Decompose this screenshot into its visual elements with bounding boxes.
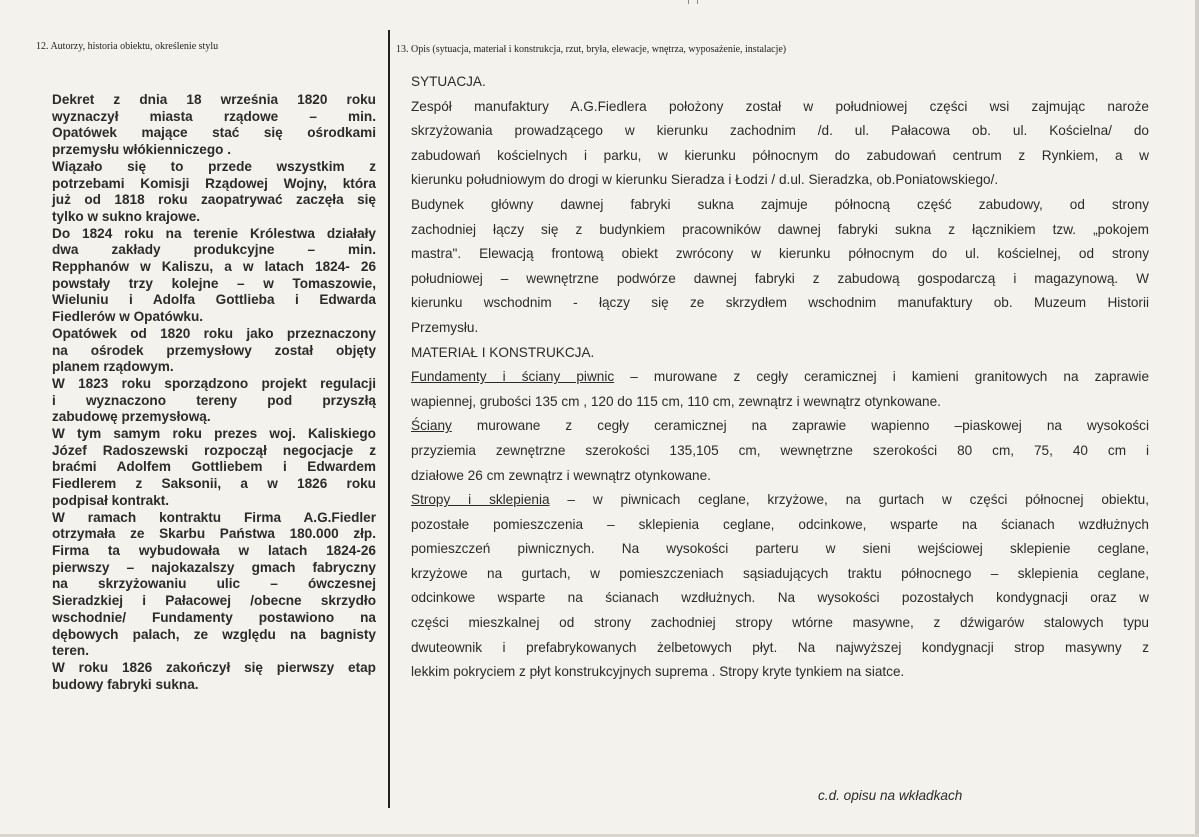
- history-line: pierwszy – najokazalszy gmach fabryczny: [52, 559, 376, 575]
- history-line: i wyznaczono tereny pod przyszłą: [52, 392, 376, 408]
- stropy-line: odcinkowe wsparte na ścianach wzdłużnych. Na wysokości pozostałych kondygnacji oraz w: [411, 590, 1149, 606]
- stropy-paragraph: [411, 488, 1149, 685]
- sciany-line: [411, 414, 1149, 439]
- history-line: wyznaczył miasta rządowe – min.: [52, 108, 376, 124]
- section-title-material: MATERIAŁ I KONSTRUKCJA.: [411, 344, 595, 360]
- fundamenty-paragraph: [411, 365, 1149, 414]
- history-line: planem rządowym.: [52, 359, 174, 375]
- stropy-line: części mieszkalnej od strony zachodniej stropy wtórne masywne, z dźwigarów stalowych typu: [411, 615, 1149, 631]
- history-line: Do 1824 roku na terenie Królestwa działały: [52, 225, 376, 241]
- history-line: dębowych palach, ze względu na bagnisty: [52, 626, 376, 642]
- history-line: braćmi Adolfem Gottliebem i Edwardem: [52, 459, 376, 475]
- stropy-line: [411, 488, 1149, 513]
- sciany-paragraph: [411, 414, 1149, 488]
- stropy-line-text: – w piwnicach ceglane, krzyżowe, na gurtach w części północnej obiektu,: [549, 492, 1149, 508]
- page-right-edge: [1195, 0, 1199, 837]
- sytuacja-line: Przemysłu.: [411, 319, 479, 335]
- history-line: na skrzyżowaniu ulic – ówczesnej: [52, 576, 376, 592]
- sytuacja-line: Budynek główny dawnej fabryki sukna zajmuje północną część zabudowy, od strony: [411, 196, 1149, 212]
- stropy-line: dwuteownik i prefabrykowanych żelbetowych płyt. Na najwyższej kondygnacji strop masywny z: [411, 639, 1149, 655]
- history-line: budowy fabryki sukna.: [52, 676, 199, 692]
- history-line: W 1823 roku sporządzono projekt regulacji: [52, 375, 376, 391]
- fundamenty-line: wapiennej, grubości 135 cm , 120 do 115 cm, 110 cm, zewnątrz i wewnątrz otynkowane.: [411, 393, 941, 409]
- history-line: W tym samym roku prezes woj. Kaliskiego: [52, 426, 376, 442]
- description-text-column: [411, 70, 1149, 685]
- fundamenty-line-text: – murowane z cegły ceramicznej i kamieni granitowych na zaprawie: [614, 369, 1150, 385]
- fundamenty-label: Fundamenty i ściany piwnic: [411, 369, 615, 385]
- sytuacja-paragraph: [411, 95, 1149, 341]
- history-line: powstały trzy kolejne – w Tomaszowie,: [52, 275, 376, 291]
- sytuacja-line: mastra". Elewacją frontową obiekt zwrócony w kierunku północnym do ul. kościelnej, od strony: [411, 246, 1149, 262]
- history-line: Firma ta wybudowała w latach 1824-26: [52, 542, 376, 558]
- history-line: wschodnie/ Fundamenty postawiono na: [52, 609, 376, 625]
- history-line: już od 1818 roku zaopatrywać zaczęła się: [52, 192, 376, 208]
- history-line: W roku 1826 zakończył się pierwszy etap: [52, 659, 376, 675]
- sciany-label: Ściany: [411, 418, 452, 434]
- stropy-line: lekkim pokryciem z płyt konstrukcyjnych suprema . Stropy kryte tynkiem na siatce.: [411, 664, 905, 680]
- history-line: teren.: [52, 643, 90, 659]
- history-line: Wieluniu i Adolfa Gottlieba i Edwarda: [52, 292, 376, 308]
- stropy-line: pozostałe pomieszczenia – sklepienia ceglane, odcinkowe, wsparte na ścianach wzdłużnych: [411, 516, 1149, 532]
- continuation-note: c.d. opisu na wkładkach: [818, 788, 963, 803]
- sytuacja-line: skrzyżowania prowadzącego w kierunku zachodnim /d. ul. Pałacowa ob. ul. Kościelna/ do: [411, 123, 1149, 139]
- left-column-heading: 12. Autorzy, historia obiektu, określenie stylu: [36, 41, 219, 52]
- history-line: W ramach kontraktu Firma A.G.Fiedler: [52, 509, 376, 525]
- sciany-line: przyziemia zewnętrzne szerokości 135,105 cm, wewnętrzne szerokości 80 cm, 75, 40 cm i: [411, 442, 1149, 458]
- sytuacja-line: południowej – wewnętrzne podwórze dawnej fabryki z zabudową gospodarczą i magazynową. W: [411, 270, 1149, 286]
- sytuacja-line: zabudowań kościelnych i parku, w kierunku północnym do zabudowań centrum z Rynkiem, a w: [411, 147, 1149, 163]
- fundamenty-line: [411, 365, 1149, 390]
- history-text-column: [52, 92, 376, 693]
- history-line: Repphanów w Kaliszu, a w latach 1824- 26: [52, 259, 376, 275]
- top-edge-mark: [688, 0, 698, 4]
- history-line: tylko w sukno krajowe.: [52, 208, 201, 224]
- history-line: zabudowę przemysłową.: [52, 409, 211, 425]
- history-line: Fiedlerem z Saksonii, a w 1826 roku: [52, 476, 376, 492]
- history-line: Sieradzkiej i Pałacowej /obecne skrzydło: [52, 593, 376, 609]
- history-line: potrzebami Komisji Rządowej Wojny, która: [52, 175, 376, 191]
- right-column-heading: 13. Opis (sytuacja, materiał i konstrukcja, rzut, bryła, elewacje, wnętrza, wyposażenie, instalacje): [396, 44, 787, 55]
- history-line: Opatówek mające stać się ośrodkami: [52, 125, 376, 141]
- column-divider: [388, 30, 390, 808]
- history-line: otrzymała ze Skarbu Państwa 180.000 złp.: [52, 526, 376, 542]
- stropy-label: Stropy i sklepienia: [411, 492, 550, 508]
- sciany-line-text: murowane z cegły ceramicznej na zaprawie wapienno –piaskowej na wysokości: [451, 418, 1149, 434]
- stropy-line: pomieszczeń piwnicznych. Na wysokości parteru w sieni wejściowej sklepienie ceglane,: [411, 541, 1149, 557]
- sytuacja-line: kierunku południowym do drogi w kierunku Sieradza i Łodzi / d.ul. Sieradzka, ob.Poniatowskiego/.: [411, 172, 999, 188]
- history-line: przemysłu włókienniczego .: [52, 142, 232, 158]
- history-line: na ośrodek przemysłowy został objęty: [52, 342, 376, 358]
- history-line: podpisał kontrakt.: [52, 492, 170, 508]
- stropy-line: krzyżowe na gurtach, w pomieszczeniach sąsiadujących traktu północnego – sklepienia ceglane,: [411, 565, 1149, 581]
- sciany-line: działowe 26 cm zewnątrz i wewnątrz otynkowane.: [411, 467, 711, 483]
- history-line: Józef Radoszewski rozpoczął negocjacje z: [52, 442, 376, 458]
- history-line: Fiedlerów w Opatówku.: [52, 309, 204, 325]
- section-title-sytuacja: SYTUACJA.: [411, 74, 486, 89]
- sytuacja-line: Zespół manufaktury A.G.Fiedlera położony został w południowej części wsi zajmując naroże: [411, 98, 1149, 114]
- history-line: Opatówek od 1820 roku jako przeznaczony: [52, 325, 376, 341]
- history-line: Dekret z dnia 18 września 1820 roku: [52, 92, 376, 107]
- history-line: Wiązało się to przede wszystkim z: [52, 158, 376, 174]
- sytuacja-line: zachodniej łączy się z budynkiem pracowników dawnej fabryki sukna z łącznikiem tzw. „pokojem: [411, 221, 1149, 237]
- sytuacja-line: kierunku wschodnim - łączy się ze skrzydłem wschodnim manufaktury ob. Muzeum Historii: [411, 295, 1149, 311]
- history-line: dwa zakłady produkcyjne – min.: [52, 242, 376, 258]
